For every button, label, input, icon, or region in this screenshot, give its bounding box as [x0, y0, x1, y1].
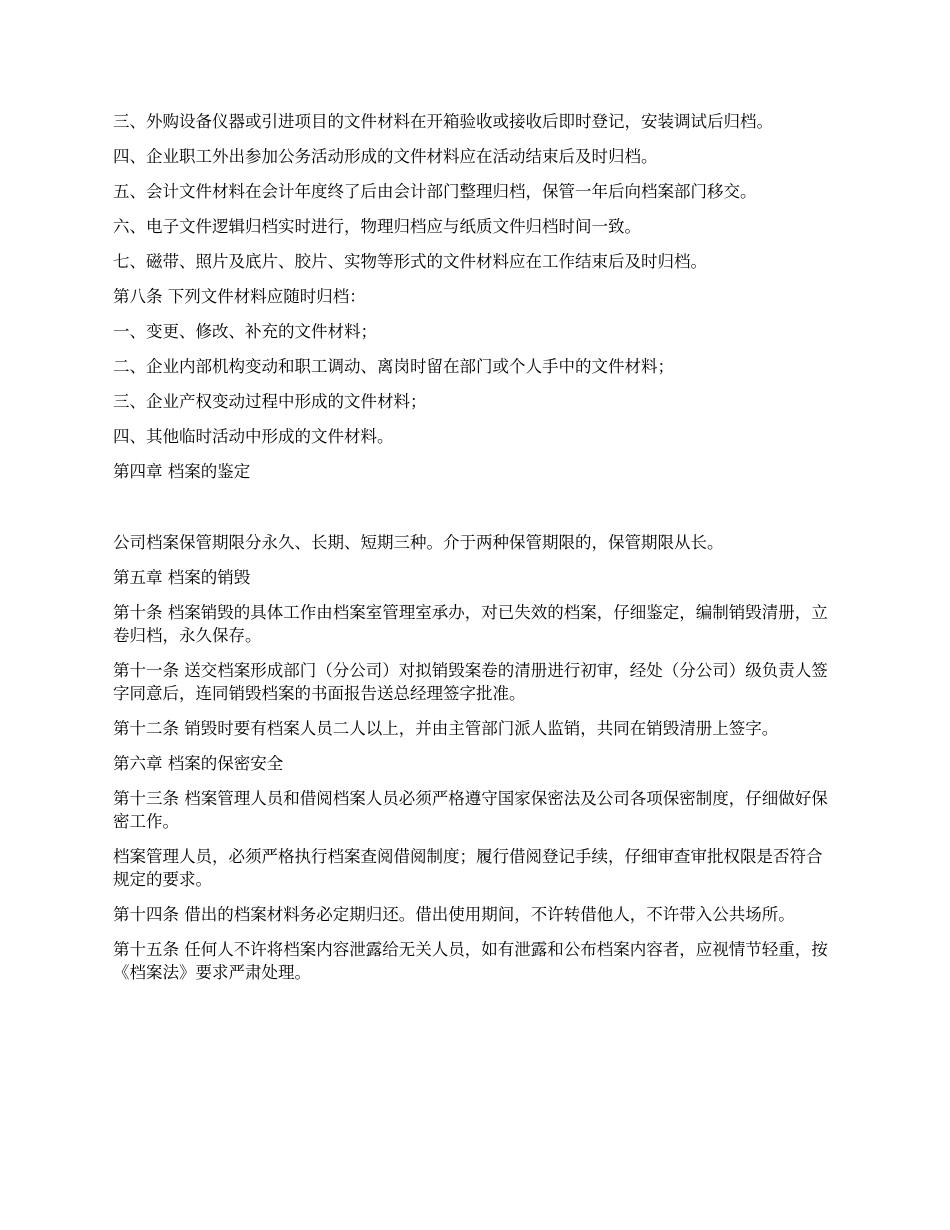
paragraph: 第十条 档案销毁的具体工作由档案室管理室承办，对已失效的档案，仔细鉴定，编制销毁清册，立卷归档，永久保存。 — [113, 603, 828, 645]
chapter-heading: 第五章 档案的销毁 — [113, 568, 251, 587]
paragraph: 第十三条 档案管理人员和借阅档案人员必须严格遵守国家保密法及公司各项保密制度，仔细做好保密工作。 — [113, 789, 828, 831]
paragraph: 档案管理人员，必须严格执行档案查阅借阅制度；履行借阅登记手续，仔细审查审批权限是否符合规定的要求。 — [113, 847, 823, 889]
paragraph: 一、变更、修改、补充的文件材料； — [113, 322, 377, 341]
paragraph: 第十一条 送交档案形成部门（分公司）对拟销毁案卷的清册进行初审，经处（分公司）级负责人签字同意后，连同销毁档案的书面报告送总经理签字批准。 — [113, 661, 828, 703]
paragraph: 第十五条 任何人不许将档案内容泄露给无关人员，如有泄露和公布档案内容者，应视情节轻重，按《档案法》要求严肃处理。 — [113, 940, 828, 982]
paragraph: 公司档案保管期限分永久、长期、短期三种。介于两种保管期限的，保管期限从长。 — [113, 533, 724, 552]
document-page — [113, 110, 833, 996]
blank-gap — [113, 495, 833, 531]
article-heading: 第八条 下列文件材料应随时归档： — [113, 287, 366, 306]
paragraph: 五、会计文件材料在会计年度终了后由会计部门整理归档，保管一年后向档案部门移交。 — [113, 182, 757, 201]
chapter-heading: 第六章 档案的保密安全 — [113, 754, 284, 773]
paragraph: 三、外购设备仪器或引进项目的文件材料在开箱验收或接收后即时登记，安装调试后归档。 — [113, 112, 773, 131]
paragraph: 第十四条 借出的档案材料务必定期归还。借出使用期间，不许转借他人，不许带入公共场所。 — [113, 905, 795, 924]
chapter-heading: 第四章 档案的鉴定 — [113, 462, 251, 481]
paragraph: 七、磁带、照片及底片、胶片、实物等形式的文件材料应在工作结束后及时归档。 — [113, 252, 707, 271]
paragraph: 四、企业职工外出参加公务活动形成的文件材料应在活动结束后及时归档。 — [113, 147, 658, 166]
paragraph: 六、电子文件逻辑归档实时进行，物理归档应与纸质文件归档时间一致。 — [113, 217, 641, 236]
paragraph: 二、企业内部机构变动和职工调动、离岗时留在部门或个人手中的文件材料； — [113, 357, 674, 376]
paragraph: 第十二条 销毁时要有档案人员二人以上，并由主管部门派人监销，共同在销毁清册上签字。 — [113, 719, 779, 738]
paragraph: 四、其他临时活动中形成的文件材料。 — [113, 427, 394, 446]
paragraph: 三、企业产权变动过程中形成的文件材料； — [113, 392, 427, 411]
